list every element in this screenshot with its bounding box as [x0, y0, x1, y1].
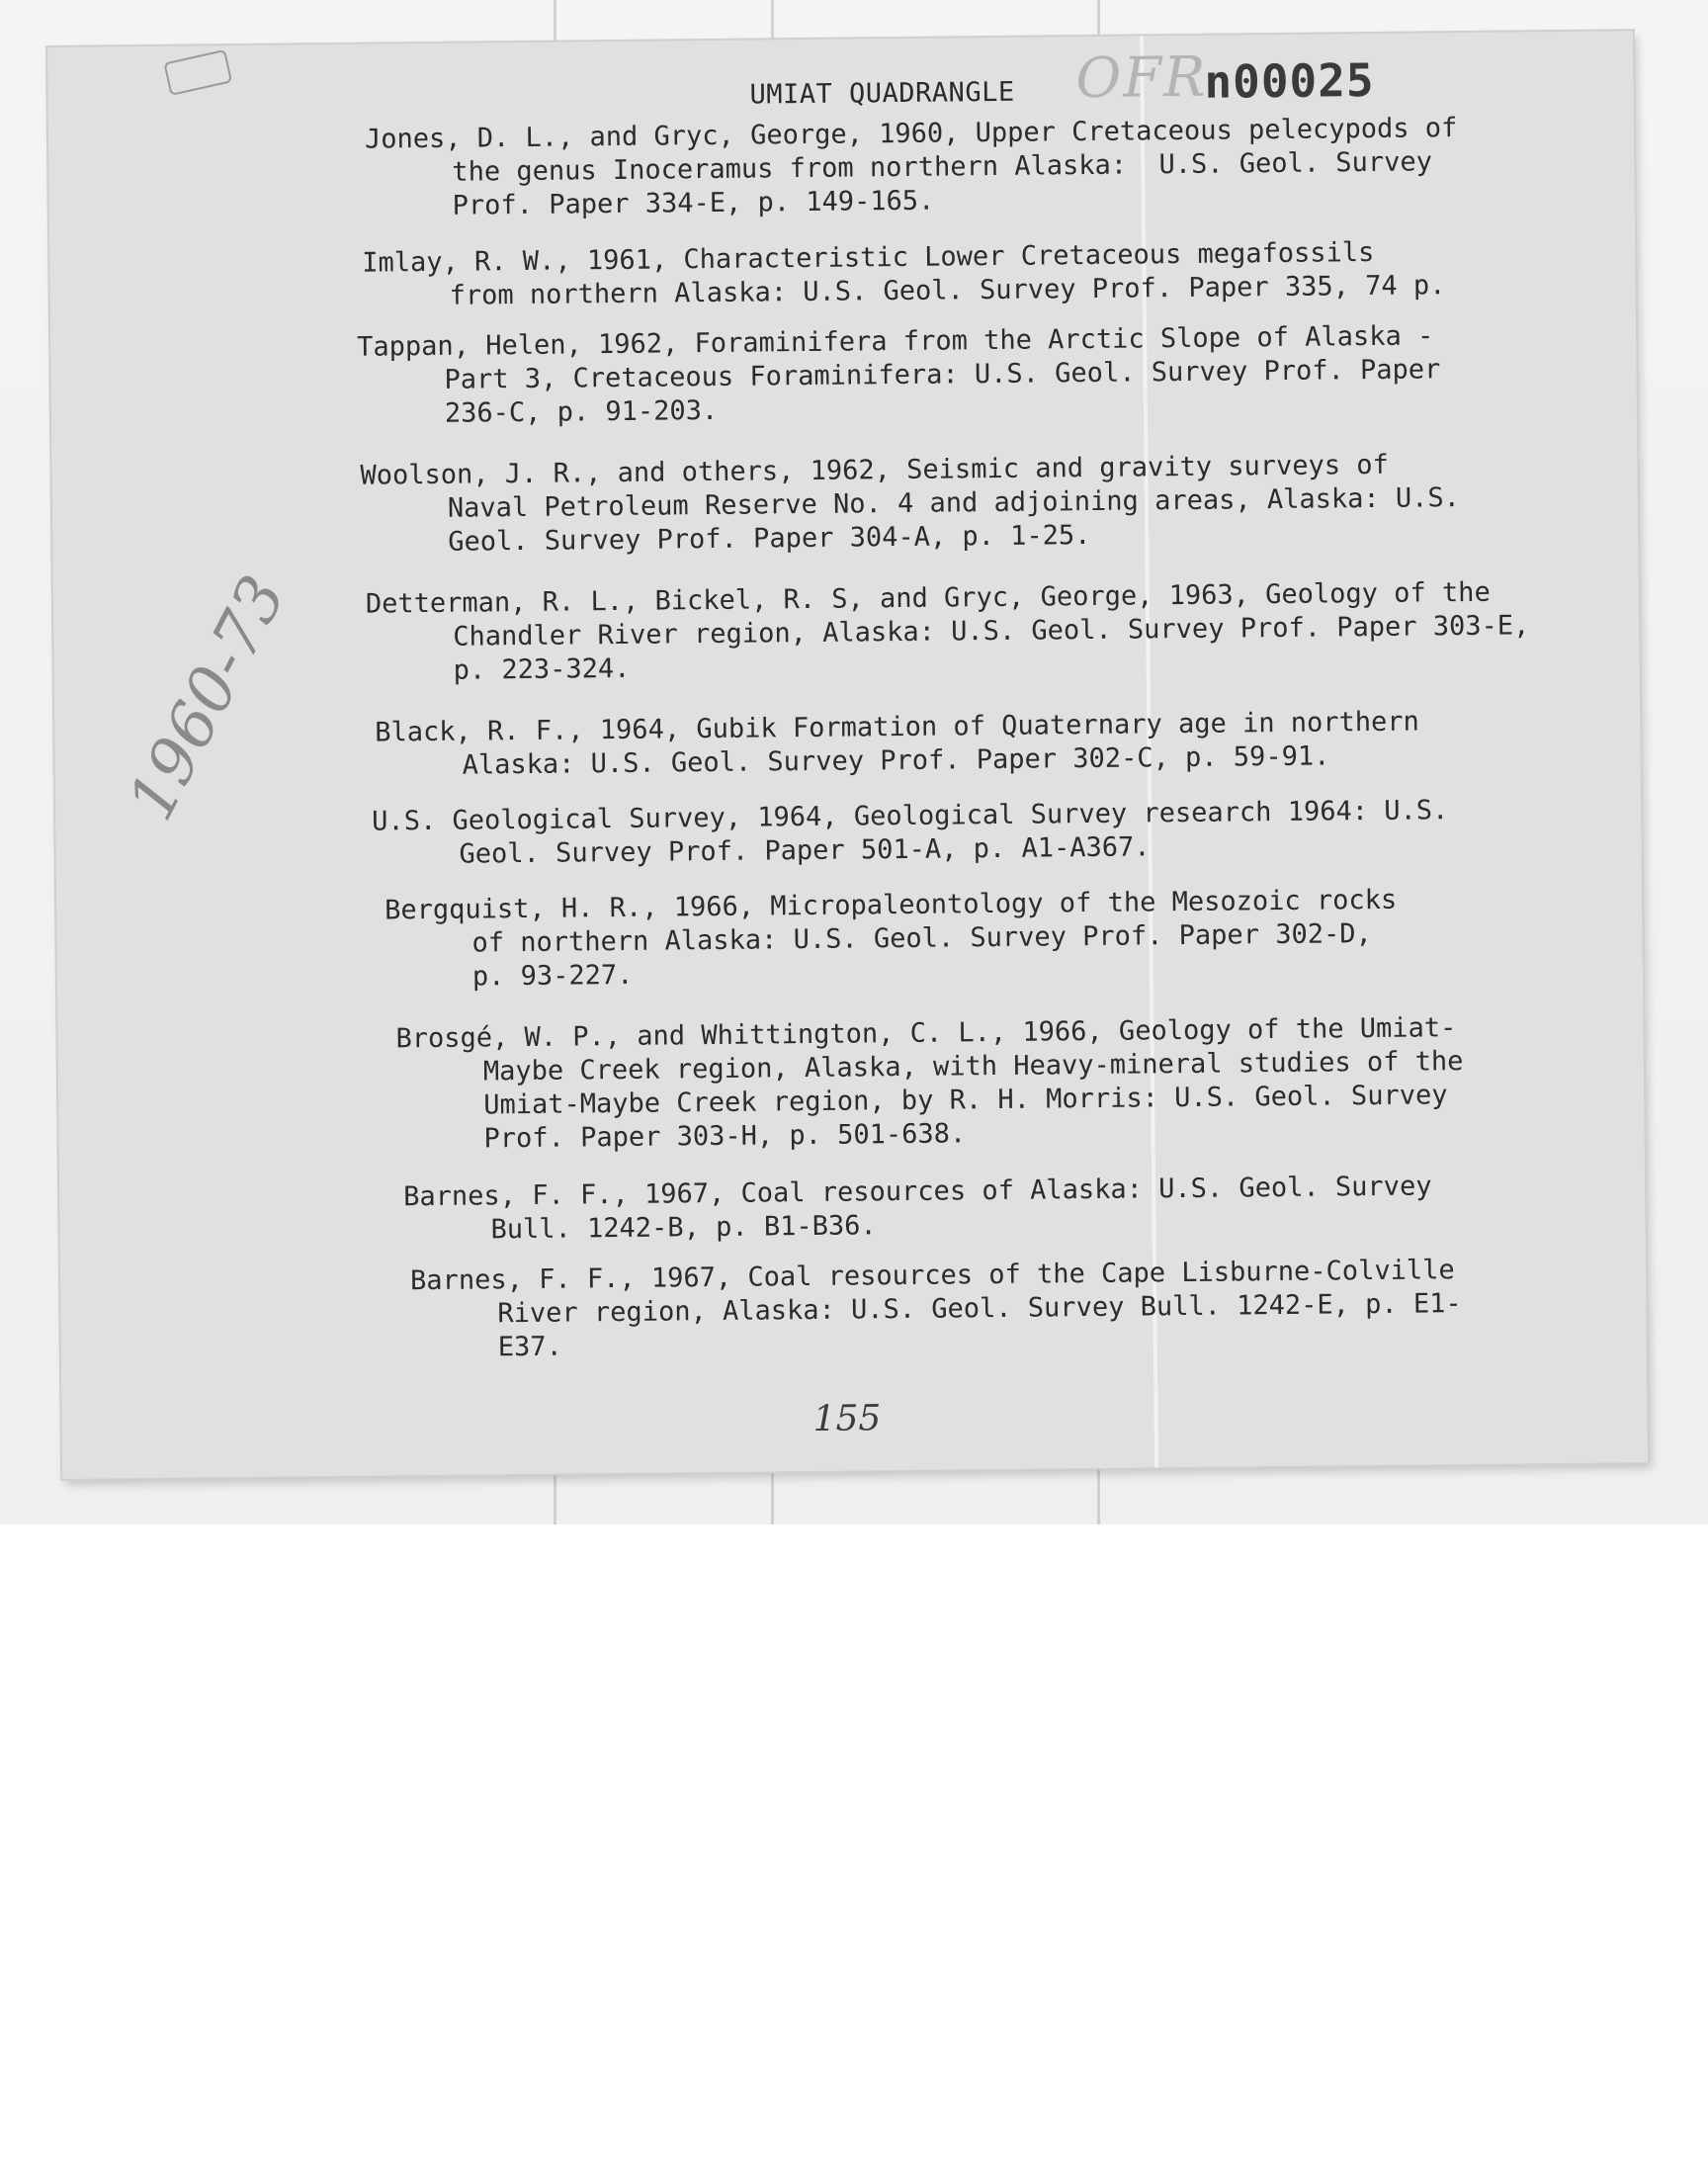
corner-mark — [163, 49, 232, 96]
reference-entry — [375, 704, 1542, 783]
reference-line: E37. — [497, 1331, 562, 1363]
reference-entry — [365, 111, 1532, 223]
page-header-title: UMIAT QUADRANGLE — [749, 76, 1015, 111]
reference-line: Jones, D. L., and Gryc, George, 1960, Upper Cretaceous pelecypods of — [364, 113, 1458, 155]
reference-line: 236-C, p. 91-203. — [444, 394, 719, 429]
scanned-page — [47, 31, 1648, 1479]
handwritten-stamp: OFR — [1075, 44, 1208, 112]
reference-line: Black, R. F., 1964, Gubik Formation of Quaternary age in northern — [375, 706, 1419, 748]
reference-line: Part 3, Cretaceous Foraminifera: U.S. Geol. Survey Prof. Paper — [444, 354, 1441, 395]
reference-line: Tappan, Helen, 1962, Foraminifera from the Arctic Slope of Alaska - — [357, 320, 1434, 363]
document-number-stamp: n00025 — [1204, 52, 1375, 109]
reference-entry — [384, 882, 1552, 995]
reference-entry — [410, 1253, 1578, 1365]
reference-line: Naval Petroleum Reserve No. 4 and adjoining areas, Alaska: U.S. — [447, 482, 1461, 524]
reference-line: Woolson, J. R., and others, 1962, Seismic and gravity surveys of — [360, 449, 1390, 491]
reference-line: Detterman, R. L., Bickel, R. S, and Gryc, George, 1963, Geology of the — [365, 576, 1491, 620]
reference-line: Chandler River region, Alaska: U.S. Geol. Survey Prof. Paper 303-E, — [453, 610, 1530, 652]
reference-entry — [403, 1169, 1571, 1248]
reference-entry — [395, 1010, 1563, 1157]
reference-line: Prof. Paper 334-E, p. 149-165. — [452, 185, 935, 221]
reference-entry — [366, 575, 1533, 688]
reference-line: Maybe Creek region, Alaska, with Heavy-mineral studies of the — [482, 1046, 1464, 1088]
reference-line: p. 223-324. — [453, 652, 631, 686]
reference-line: Geol. Survey Prof. Paper 304-A, p. 1-25. — [448, 519, 1091, 558]
reference-line: Barnes, F. F., 1967, Coal resources of the Cape Lisburne-Colville — [409, 1255, 1455, 1297]
reference-line: Geol. Survey Prof. Paper 501-A, p. A1-A367. — [459, 831, 1151, 870]
reference-line: Bull. 1242-B, p. B1-B36. — [490, 1210, 877, 1246]
reference-line: Prof. Paper 303-H, p. 501-638. — [483, 1118, 967, 1155]
reference-line: Bergquist, H. R., 1966, Micropaleontology of the Mesozoic rocks — [384, 884, 1398, 926]
reference-line: p. 93-227. — [471, 959, 634, 993]
reference-line: Alaska: U.S. Geol. Survey Prof. Paper 302-C, p. 59-91. — [462, 740, 1330, 781]
reference-line: Brosgé, W. P., and Whittington, C. L., 1966, Geology of the Umiat- — [395, 1012, 1457, 1055]
reference-line: of northern Alaska: U.S. Geol. Survey Prof. Paper 302-D, — [471, 918, 1372, 959]
reference-entry — [357, 318, 1524, 431]
page-number: 155 — [812, 1398, 882, 1439]
reference-line: from northern Alaska: U.S. Geol. Survey Prof. Paper 335, 74 p. — [449, 270, 1446, 311]
reference-line: Umiat-Maybe Creek region, by R. H. Morris: U.S. Geol. Survey — [483, 1080, 1448, 1121]
reference-line: the genus Inoceramus from northern Alaska: U.S. Geol. Survey — [452, 146, 1433, 188]
reference-line: River region, Alaska: U.S. Geol. Survey Bull. 1242-E, p. E1- — [497, 1288, 1462, 1330]
reference-line: Barnes, F. F., 1967, Coal resources of Alaska: U.S. Geol. Survey — [403, 1171, 1432, 1213]
reference-entry — [362, 234, 1529, 313]
reference-line: Imlay, R. W., 1961, Characteristic Lower Cretaceous megafossils — [362, 236, 1375, 279]
reference-entry — [372, 793, 1539, 872]
handwritten-margin-note: 1960-73 — [114, 565, 301, 832]
reference-line: U.S. Geological Survey, 1964, Geological Survey research 1964: U.S. — [372, 795, 1449, 837]
reference-entry — [360, 447, 1527, 560]
